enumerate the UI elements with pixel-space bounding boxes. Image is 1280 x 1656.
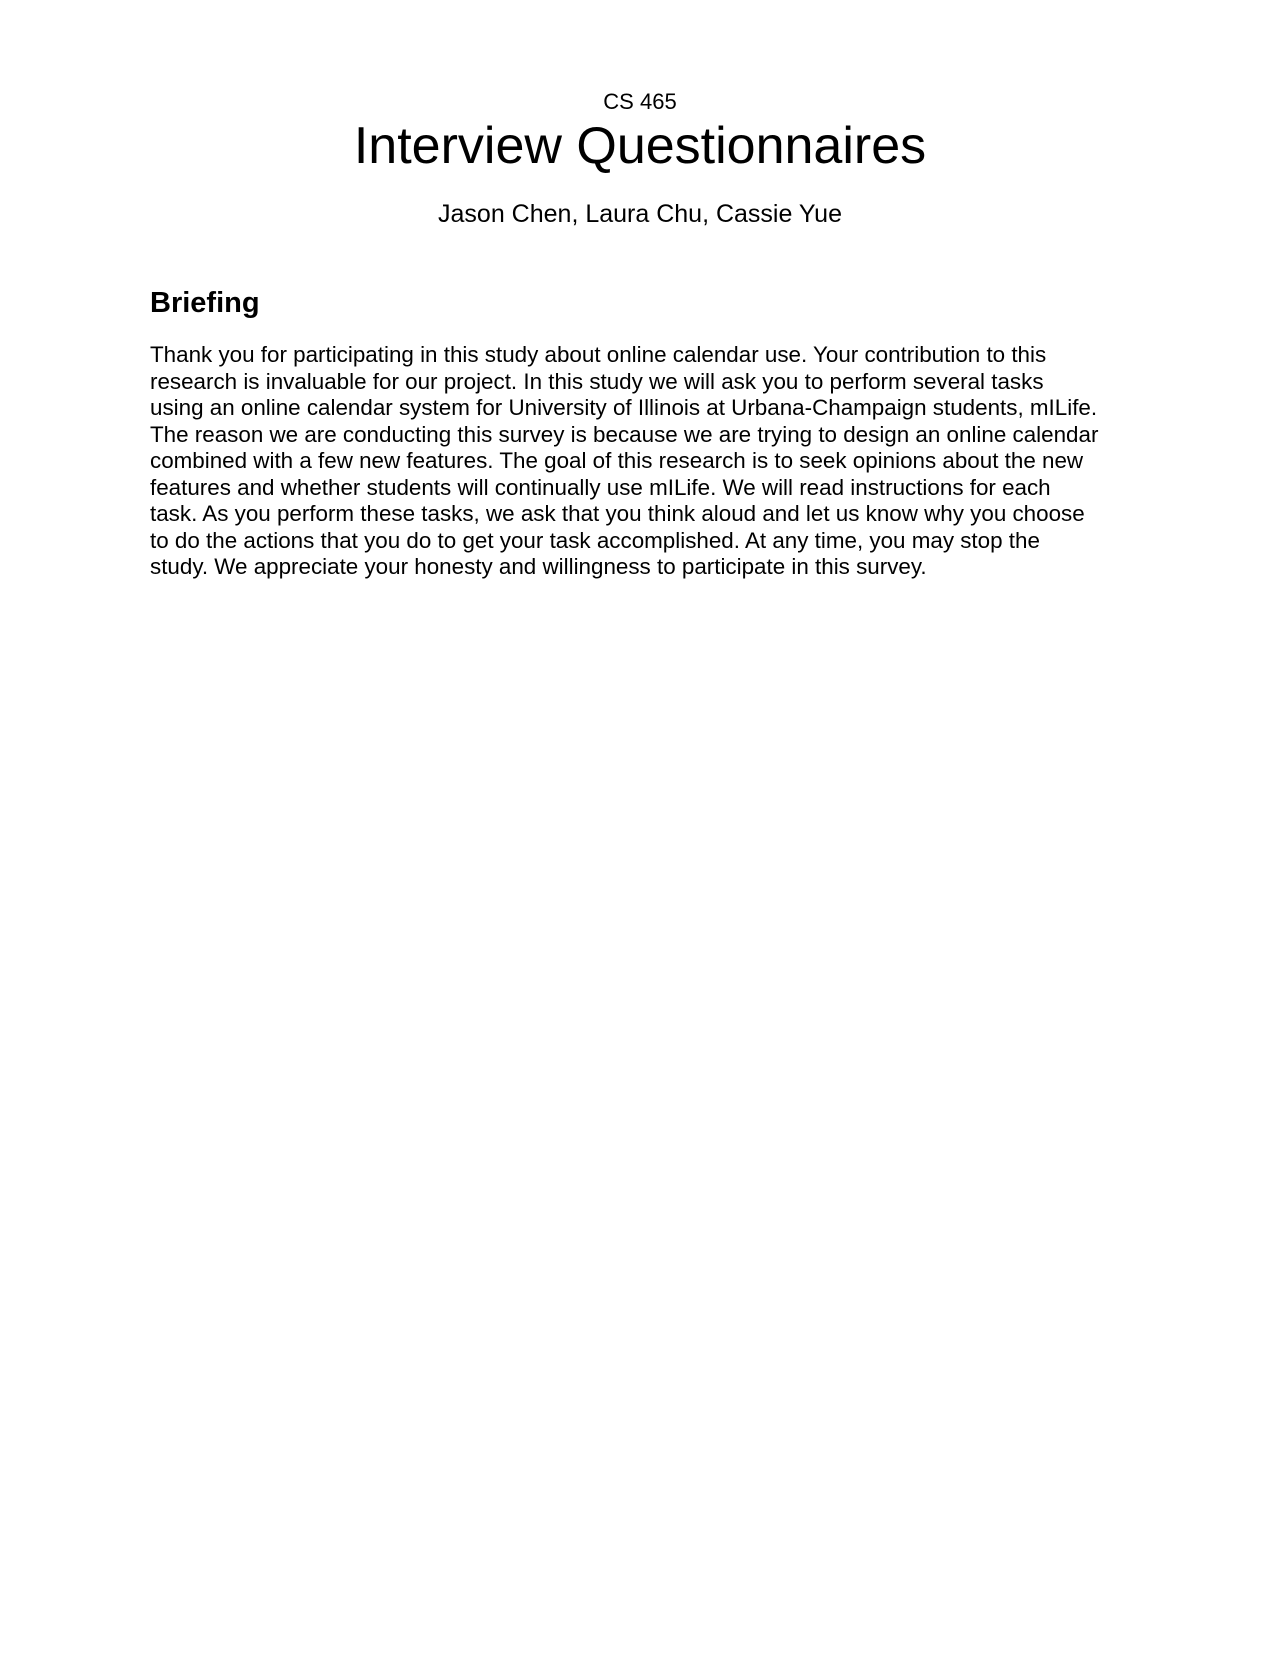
briefing-paragraph: Thank you for participating in this study about online calendar use. Your contribution to this research is invaluable for our project. In this study we will ask you to perform several tasks using an online calendar system for University of Illinois at Urbana-Champaign students, mILife. The reason we are conducting this survey is because we are trying to design an online calendar combined with a few new features. The goal of this research is to seek opinions about the new features and whether students will continually use mILife. We will read instructions for each task. As you perform these tasks, we ask that you think aloud and let us know why you choose to do the actions that you do to get your task accomplished. At any time, you may stop the study. We appreciate your honesty and willingness to participate in this survey. xyxy=(150,342,1099,579)
briefing-heading: Briefing xyxy=(150,287,260,319)
authors-line: Jason Chen, Laura Chu, Cassie Yue xyxy=(438,200,842,228)
course-label: CS 465 xyxy=(603,89,677,114)
document-title: Interview Questionnaires xyxy=(353,117,927,175)
briefing-section xyxy=(150,286,1140,581)
document-header xyxy=(0,88,1280,229)
